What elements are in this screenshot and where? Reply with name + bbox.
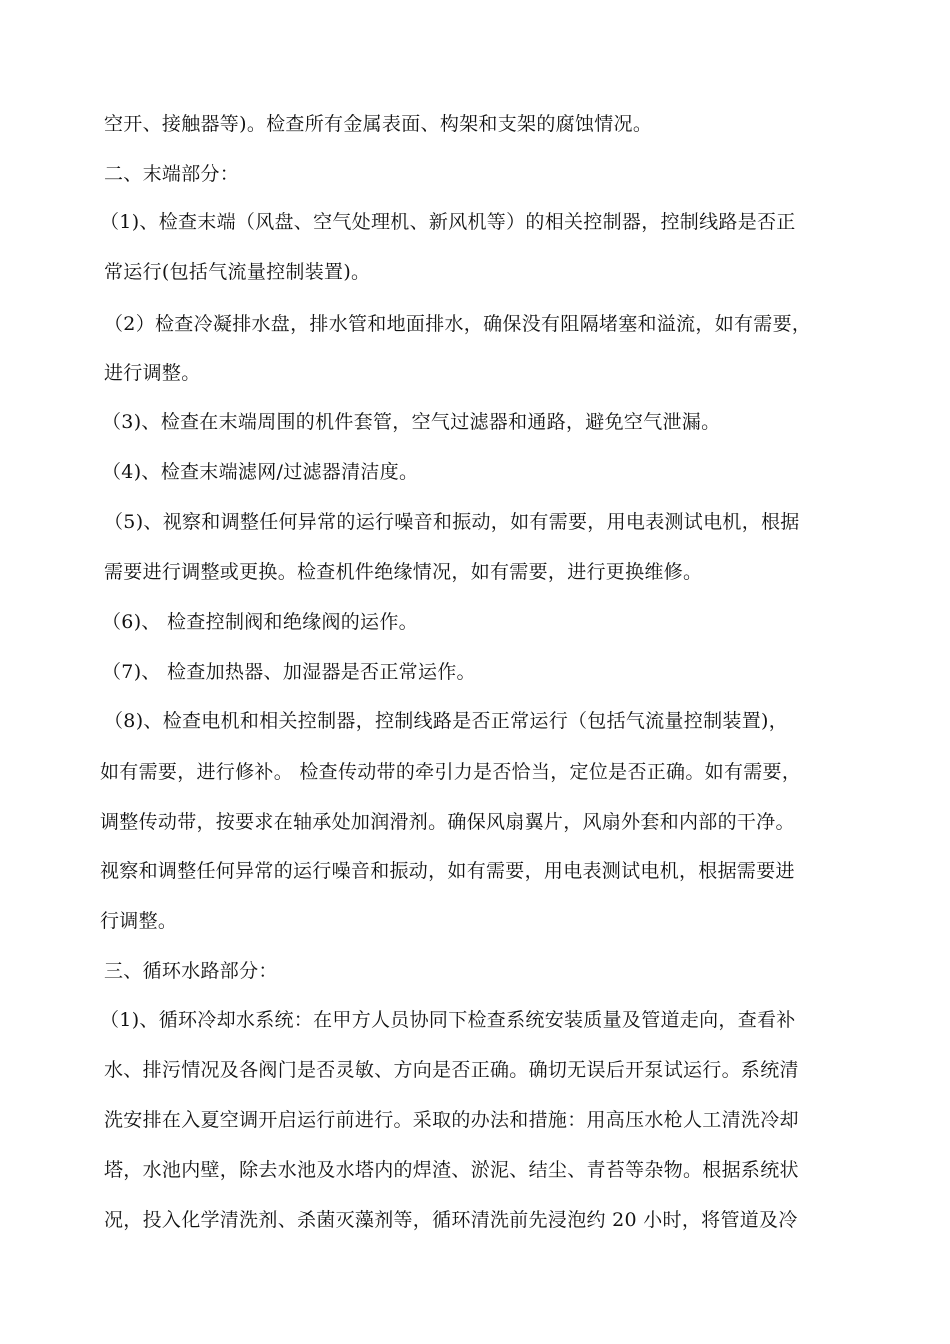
section-heading: 三、循环水路部分： — [104, 960, 278, 982]
text-line: 如有需要，进行修补。 检查传动带的牵引力是否恰当，定位是否正确。如有需要， — [100, 761, 802, 783]
text-line: （7)、 检查加热器、加湿器是否正常运作。 — [102, 661, 476, 683]
text-line: （1)、循环冷却水系统：在甲方人员协同下检查系统安装质量及管道走向，查看补 — [100, 1009, 796, 1031]
text-line: 常运行(包括气流量控制装置)。 — [104, 261, 371, 283]
text-line: （5)、视察和调整任何异常的运行噪音和振动，如有需要，用电表测试电机，根据 — [104, 511, 800, 533]
text-line: （4)、检查末端滤网/过滤器清洁度。 — [102, 461, 419, 483]
text-line: 进行调整。 — [104, 362, 201, 384]
text-line: （6)、 检查控制阀和绝缘阀的运作。 — [102, 611, 418, 633]
text-line: （1)、检查末端（风盘、空气处理机、新风机等）的相关控制器，控制线路是否正 — [100, 211, 796, 233]
section-heading: 二、末端部分： — [104, 163, 240, 185]
text-line: 需要进行调整或更换。检查机件绝缘情况，如有需要，进行更换维修。 — [104, 561, 703, 583]
text-line: 况，投入化学清洗剂、杀菌灭藻剂等，循环清洗前先浸泡约 20 小时，将管道及冷 — [104, 1209, 798, 1231]
text-line: 调整传动带，按要求在轴承处加润滑剂。确保风扇翼片，风扇外套和内部的干净。 — [100, 811, 795, 833]
text-line: （8)、检查电机和相关控制器，控制线路是否正常运行（包括气流量控制装置)， — [104, 710, 789, 732]
text-line: （2）检查冷凝排水盘，排水管和地面排水，确保没有阻隔堵塞和溢流，如有需要， — [104, 313, 812, 335]
text-line: 空开、接触器等)。检查所有金属表面、构架和支架的腐蚀情况。 — [104, 113, 653, 135]
text-line: （3)、检查在末端周围的机件套管，空气过滤器和通路，避免空气泄漏。 — [102, 411, 721, 433]
text-line: 塔，水池内壁，除去水池及水塔内的焊渣、淤泥、结尘、青苔等杂物。根据系统状 — [104, 1159, 799, 1181]
text-line: 水、排污情况及各阀门是否灵敏、方向是否正确。确切无误后开泵试运行。系统清 — [104, 1059, 799, 1081]
text-line: 洗安排在入夏空调开启运行前进行。采取的办法和措施：用高压水枪人工清洗冷却 — [104, 1109, 799, 1131]
text-line: 视察和调整任何异常的运行噪音和振动，如有需要，用电表测试电机，根据需要进 — [100, 860, 795, 882]
text-line: 行调整。 — [100, 910, 178, 932]
